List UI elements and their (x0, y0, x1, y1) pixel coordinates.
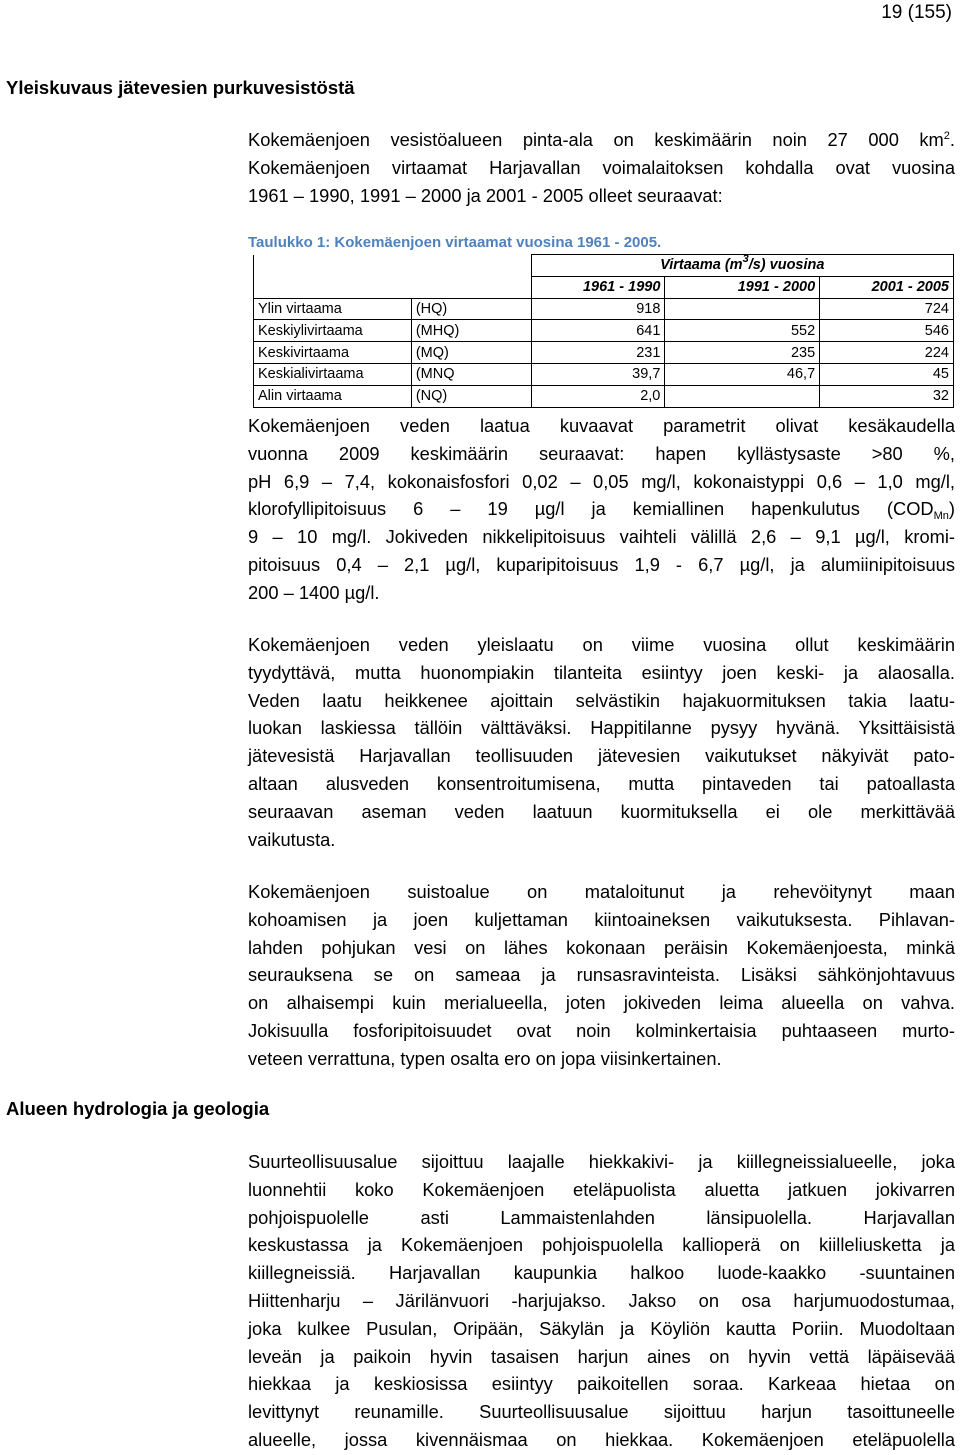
table-cell: 546 (820, 320, 954, 342)
row-abbr: (HQ) (411, 298, 531, 320)
table-group-header: Virtaama $(m^3/s)$ vuosina (531, 255, 953, 277)
row-abbr: (MQ) (411, 342, 531, 364)
water-status-paragraph (248, 631, 955, 853)
row-label: Keskiylivirtaama (254, 320, 412, 342)
period-header: 2001 - 2005 (820, 276, 954, 298)
table-header-row (254, 255, 954, 277)
section-heading-overview: Yleiskuvaus jätevesien purkuvesistöstä (6, 77, 355, 98)
text-line: Hiittenharju – Järilänvuori -harjujakso. Jakso on osa harjumuodostumaa, (248, 1289, 955, 1311)
text-line: pH 6,9 – 7,4, kokonaisfosfori 0,02 – 0,05 mg/l, kokonaistyppi 0,6 – 1,0 mg/l, (248, 470, 955, 492)
row-abbr: (MHQ) (411, 320, 531, 342)
text-line: lahden pohjukan vesi on lähes kokonaan peräisin Kokemäenjoesta, minkä (248, 936, 955, 958)
text-line: 200 – 1400 µg/l. (248, 581, 380, 603)
row-abbr: (MNQ (411, 363, 531, 385)
table-cell: 724 (820, 298, 954, 320)
text-line: veteen verrattuna, typen osalta ero on jopa viisinkertainen. (248, 1047, 722, 1069)
table-corner-cell-lower (254, 276, 532, 298)
table-cell: 235 (665, 342, 820, 364)
delta-paragraph (248, 878, 955, 1073)
period-header: 1961 - 1990 (531, 276, 665, 298)
table-cell: 45 (820, 363, 954, 385)
flow-rates-table (253, 254, 954, 408)
page-number: 19 (155) (881, 2, 952, 23)
text-line: 9 – 10 mg/l. Jokiveden nikkelipitoisuus vaihteli välillä 2,6 – 9,1 µg/l, kromi- (248, 526, 955, 548)
text-line: Kokemäenjoen veden laatua kuvaavat parametrit olivat kesäkaudella (248, 415, 955, 436)
row-label: Keskialivirtaama (254, 363, 412, 385)
text-line: pohjoispuolelle asti Lammaistenlahden länsipuolella. Harjavallan (248, 1206, 955, 1228)
intro-line-2: Kokemäenjoen virtaamat Harjavallan voimalaitoksen kohdalla ovat vuosina (248, 156, 955, 178)
text-line: levittynyt reunamille. Suurteollisuusalue sijoittuu harjun tasoittuneelle (248, 1401, 955, 1423)
intro-line-1: Kokemäenjoen vesistöalueen pinta-ala on keskimäärin noin 27 000 $km^2$. (248, 129, 955, 150)
table-row (254, 385, 954, 407)
text-line: seurauksena se on sameaa ja runsasravinteista. Lisäksi sähkönjohtavuus (248, 964, 955, 986)
table-cell: 39,7 (531, 363, 665, 385)
text-line: altaan alusveden konsentroitumisena, mutta pintaveden tai patoallasta (248, 772, 955, 794)
text-line: luokan laskiessa tällöin välttäväksi. Happitilanne pysyy hyvänä. Yksittäisistä (248, 717, 955, 739)
table-row (254, 363, 954, 385)
table-cell: 46,7 (665, 363, 820, 385)
table-cell: 552 (665, 320, 820, 342)
text-line: joka kulkee Pusulan, Oripään, Säkylän ja Köyliön kautta Poriin. Muodoltaan (248, 1317, 955, 1339)
table-cell (665, 385, 820, 407)
table-period-row (254, 276, 954, 298)
text-line: alueelle, jossa kivennäismaa on hiekkaa. Kokemäenjoen eteläpuolella (248, 1428, 955, 1450)
text-line: vaikutusta. (248, 828, 336, 850)
text-line: kohoamisen ja joen kuljettaman kiintoaineksen vaikutuksesta. Pihlavan- (248, 908, 955, 930)
geology-paragraph (248, 1148, 955, 1454)
text-line: leveän ja paikoin hyvin tasaisen harjun aines on hyvin vettä läpäisevää (248, 1345, 955, 1367)
row-abbr: (NQ) (411, 385, 531, 407)
table-cell: 641 (531, 320, 665, 342)
table-cell: 231 (531, 342, 665, 364)
text-line: vuonna 2009 keskimäärin seuraavat: hapen kyllästysaste >80 %, (248, 442, 955, 464)
table-cell: 2,0 (531, 385, 665, 407)
text-line: hiekkaa ja keskiosissa esiintyy paikoitellen soraa. Karkeaa hietaa on (248, 1373, 955, 1395)
table-row (254, 342, 954, 364)
row-label: Keskivirtaama (254, 342, 412, 364)
table-caption: Taulukko 1: Kokemäenjoen virtaamat vuosina 1961 - 2005. (248, 234, 662, 251)
table-cell (665, 298, 820, 320)
table-cell: 224 (820, 342, 954, 364)
row-label: Ylin virtaama (254, 298, 412, 320)
text-line: kiillegneissiä. Harjavallan kaupunkia halkoo luode-kaakko -suuntainen (248, 1262, 955, 1284)
text-line: Kokemäenjoen veden yleislaatu on viime vuosina ollut keskimäärin (248, 634, 955, 655)
table-cell: 32 (820, 385, 954, 407)
table-corner-cell (254, 255, 532, 277)
text-line: pitoisuus 0,4 – 2,1 µg/l, kuparipitoisuus 1,9 - 6,7 µg/l, ja alumiinipitoisuus (248, 553, 955, 575)
intro-line-3: 1961 – 1990, 1991 – 2000 ja 2001 - 2005 olleet seuraavat: (248, 184, 723, 206)
water-quality-paragraph (248, 412, 955, 607)
text-line: klorofyllipitoisuus 6 – 19 µg/l ja kemiallinen hapenkulutus $(COD_{Mn})$ (248, 498, 955, 523)
text-line: Suurteollisuusalue sijoittuu laajalle hiekkakivi- ja kiillegneissialueelle, joka (248, 1151, 955, 1172)
intro-paragraph (248, 126, 955, 209)
text-line: Veden laatu heikkenee ajoittain selvästikin hajakuormituksen takia laatu- (248, 689, 955, 711)
section-heading-hydrology: Alueen hydrologia ja geologia (6, 1098, 270, 1119)
text-line: jätevesistä Harjavallan teollisuuden jätevesien vaikutukset näkyivät pato- (248, 745, 955, 767)
table-row (254, 320, 954, 342)
text-line: Jokisuulla fosforipitoisuudet ovat noin kolminkertaisia puhtaaseen murto- (248, 1019, 955, 1041)
row-label: Alin virtaama (254, 385, 412, 407)
table-cell: 918 (531, 298, 665, 320)
text-line: on alhaisempi kuin merialueella, joten jokiveden leima alueella on vahva. (248, 992, 955, 1014)
table-row (254, 298, 954, 320)
text-line: luonnehtii koko Kokemäenjoen eteläpuolista aluetta jatkuen jokivarren (248, 1178, 955, 1200)
text-line: keskustassa ja Kokemäenjoen pohjoispuolella kallioperä on kiilleliusketta ja (248, 1234, 955, 1256)
period-header: 1991 - 2000 (665, 276, 820, 298)
text-line: Kokemäenjoen suistoalue on mataloitunut ja rehevöitynyt maan (248, 881, 955, 902)
text-line: tyydyttävä, mutta huonompiakin tilanteita esiintyy joen keski- ja alaosalla. (248, 661, 955, 683)
text-line: seuraavan aseman veden laatuun kuormituksella ei ole merkittävää (248, 800, 955, 822)
